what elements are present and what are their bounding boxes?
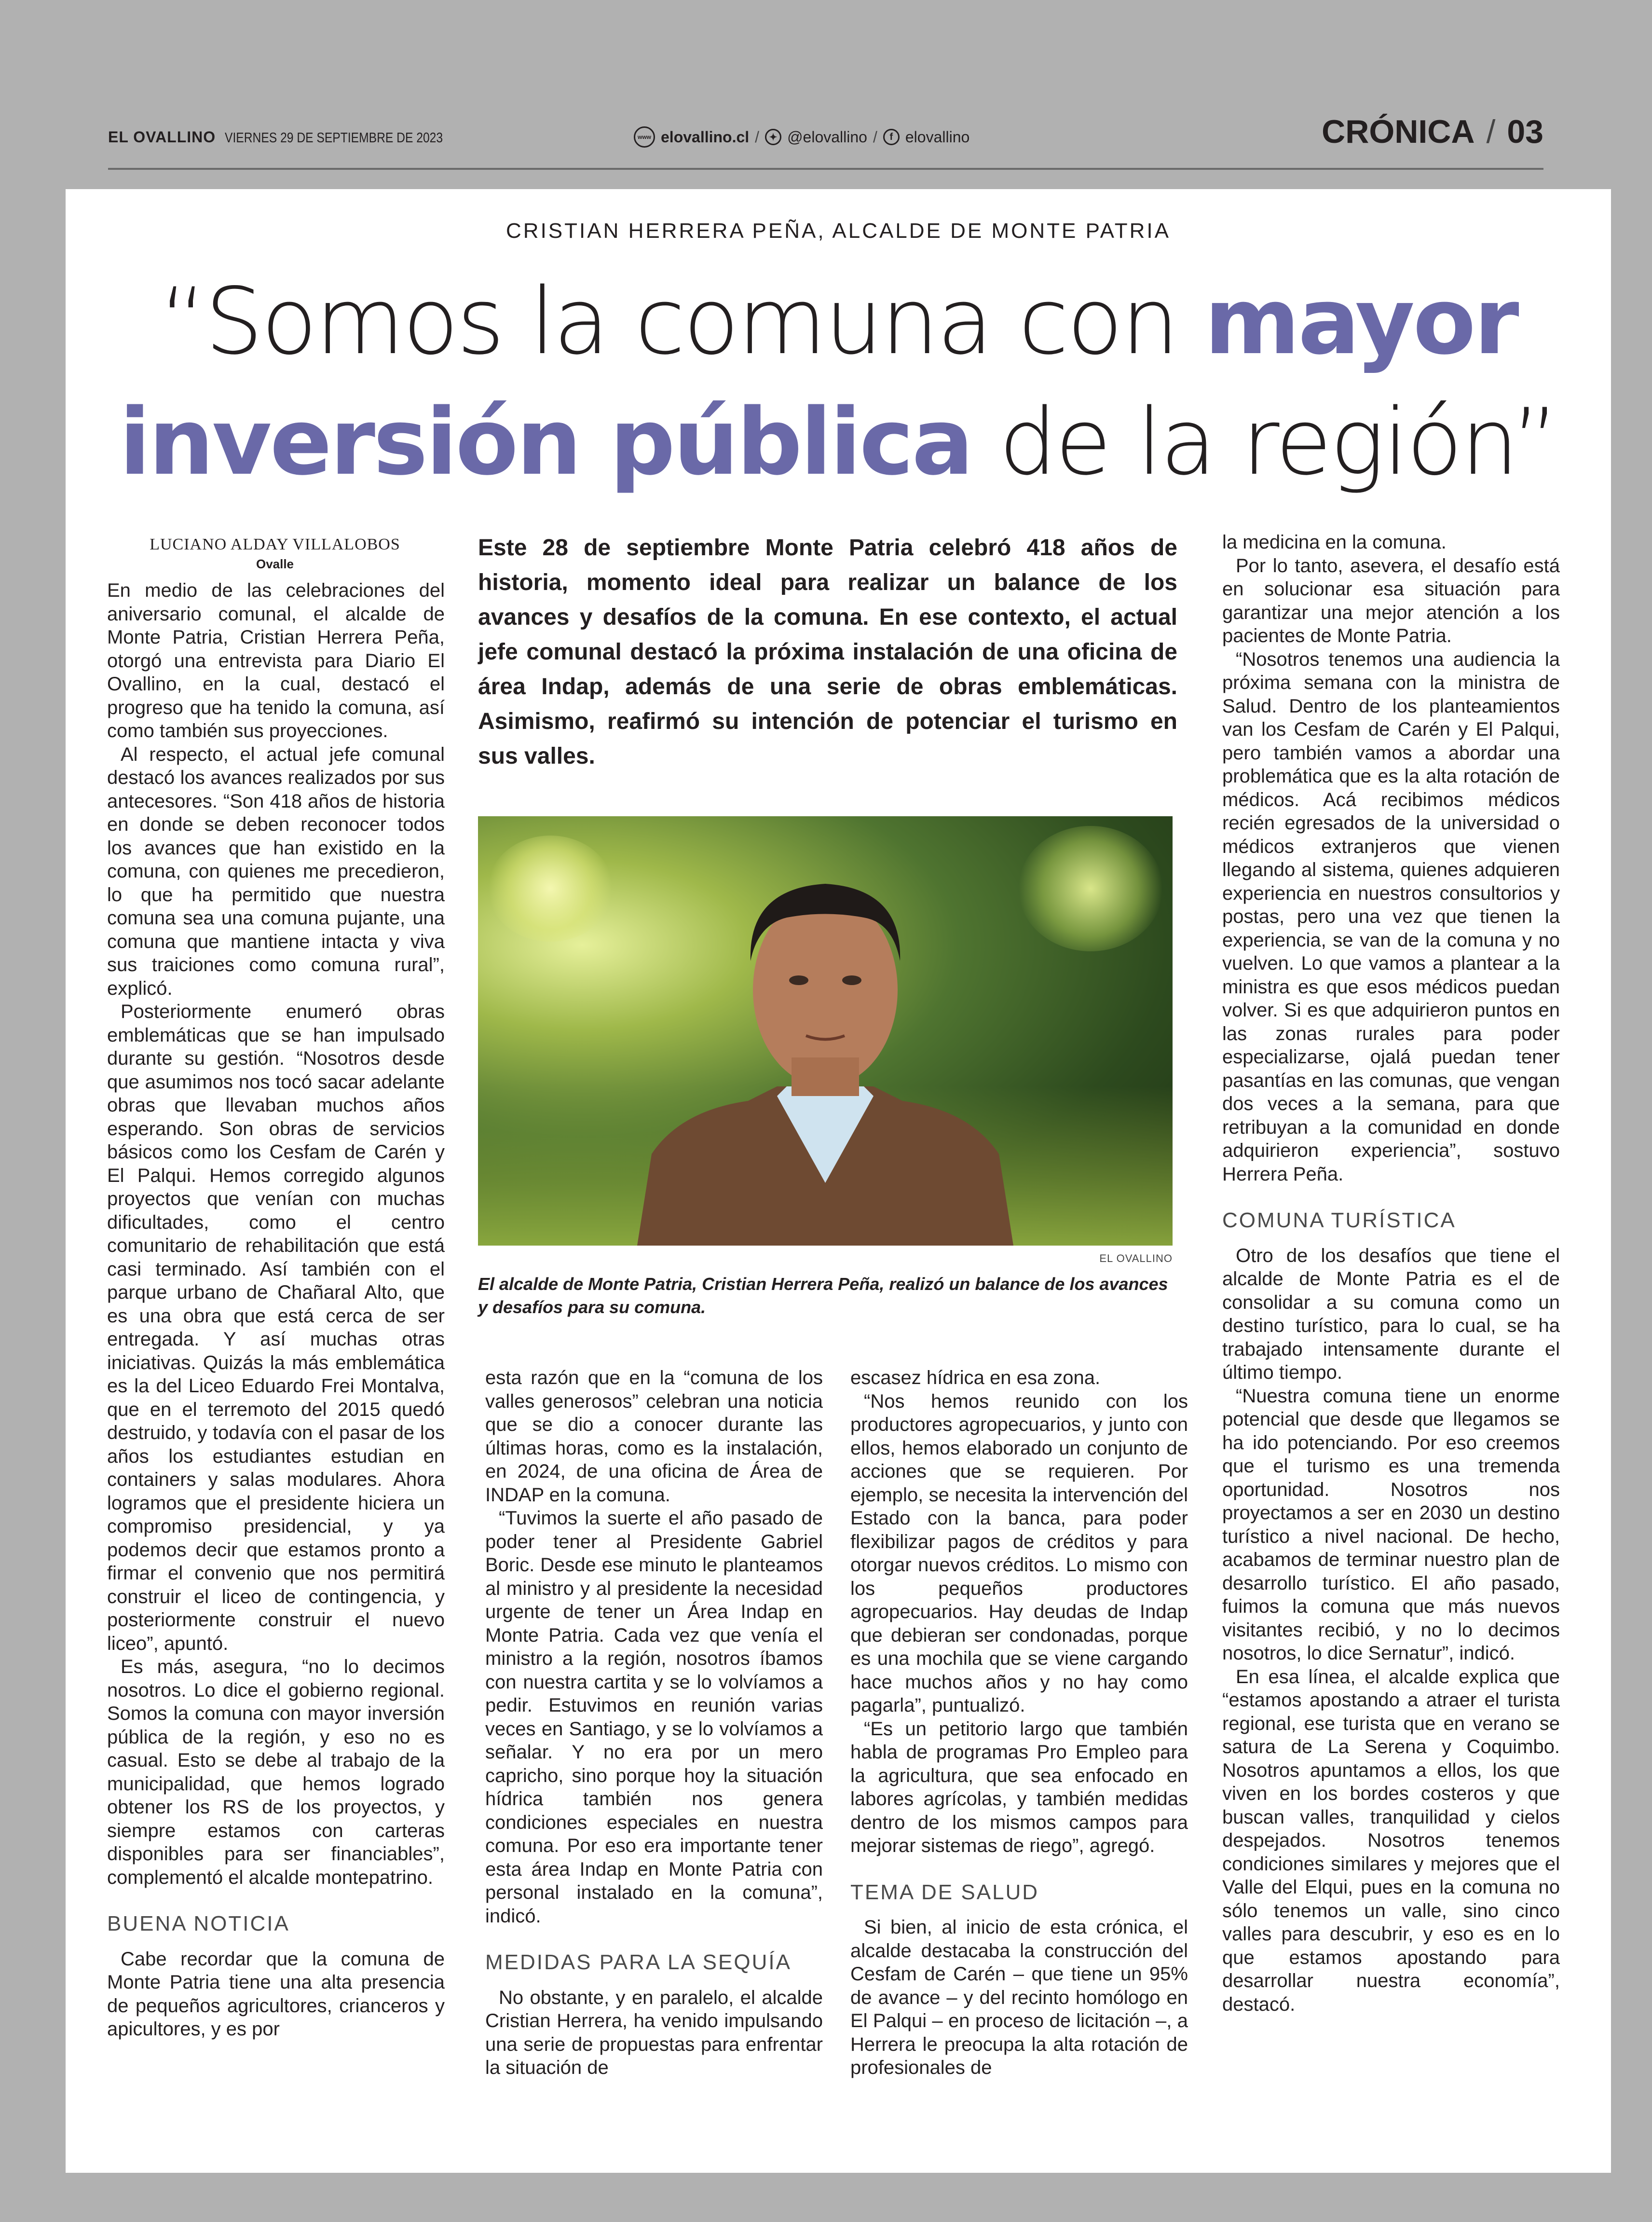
byline: LUCIANO ALDAY VILLALOBOS: [150, 535, 400, 553]
subheading: BUENA NOTICIA: [107, 1912, 290, 1935]
subheading: MEDIDAS PARA LA SEQUÍA: [485, 1950, 792, 1974]
paragraph: Cabe recordar que la comuna de Monte Patria tiene una alta presencia de pequeños agricultores, crianceros y apicultores, y es por: [107, 1948, 445, 2040]
headline: [66, 261, 1611, 503]
paragraph: esta razón que en la “comuna de los valles generosos” celebran una noticia que se dio a conocer durante las últimas horas, como es la instalación, en 2024, de una oficina de Área de INDAP en la comuna.: [485, 1367, 823, 1506]
photo-portrait: [478, 816, 1173, 1246]
paragraph: Al respecto, el actual jefe comunal destacó los avances realizados por sus antecesores. “Son 418 años de historia en donde se deben reconocer todos los avances que han existido en la comuna, con quienes me precedieron, lo que ha permitido que nuestra comuna sea una comuna pujante, una comuna que mantiene intacta y viva sus traiciones como comuna rural”, explicó.: [107, 743, 445, 999]
paragraph: “Nos hemos reunido con los productores agropecuarios, y junto con ellos, hemos elaborado un conjunto de acciones que se requieren. Por ejemplo, se necesita la intervención del Estado con la banca, para poder flexibilizar pagos de créditos y para otorgar nuevos créditos. Lo mismo con los pequeños productores agropecuarios. Hay deudas de Indap que debieran ser condonadas, porque es una mochila que se viene cargando hace muchos años y no hay como pagarla”, puntualizó.: [850, 1390, 1188, 1716]
social-links: [634, 126, 969, 148]
section-label: [1322, 113, 1543, 151]
masthead-left: [108, 128, 481, 146]
issue-date: VIERNES 29 DE SEPTIEMBRE DE 2023: [224, 130, 443, 146]
section-name: CRÓNICA: [1322, 113, 1475, 150]
paragraph: escasez hídrica en esa zona.: [850, 1367, 1101, 1388]
paragraph: “Es un petitorio largo que también habla de programas Pro Empleo para la agricultura, que sea enfocado en labores agrícolas, y también medidas dentro de los mismos campos para mejorar sistemas de riego”, agregó.: [850, 1718, 1188, 1856]
twitter-icon: ✦: [765, 129, 781, 145]
separator: /: [1486, 113, 1496, 150]
globe-icon: www: [634, 126, 655, 148]
kicker: CRISTIAN HERRERA PEÑA, ALCALDE DE MONTE PATRIA: [506, 219, 1171, 243]
article-column-4: [1222, 531, 1560, 2016]
paper-name: EL OVALLINO: [108, 128, 216, 146]
paragraph: la medicina en la comuna.: [1222, 532, 1447, 553]
paragraph: “Nuestra comuna tiene un enorme potencial que desde que llegamos se ha ido potenciando. Por eso creemos que el turismo es una tremenda oportunidad. Nosotros nos proyectamos a ser en 2030 un destino turístico a nivel nacional. De hecho, acabamos de terminar nuestro plan de desarrollo turístico. El año pasado, fuimos la comuna que más nuevos visitantes recibió, y no lo decimos nosotros, lo dice Sernatur”, indicó.: [1222, 1385, 1560, 1664]
headline-part: de la región”: [971, 389, 1557, 495]
separator: /: [873, 128, 877, 146]
article-column-3: [850, 1366, 1188, 2080]
article-page: [66, 189, 1611, 2173]
paragraph: Posteriormente enumeró obras emblemáticas que se han impulsado durante su gestión. “Nosotros desde que asumimos nos tocó sacar adelante obras que llevaban muchos años esperando. Son obras de servicios básicos como los Cesfam de Carén y El Palqui. Hemos corregido algunos proyectos que venían con muchas dificultades, como el centro comunitario de rehabilitación que está casi terminado. Así también con el parque urbano de Chañaral Alto, que es una obra que está cerca de ser entregada. Y así muchas otras iniciativas. Quizás la más emblemática es la del Liceo Eduardo Frei Montalva, que en el terremoto del 2015 quedó destruido, y todavía con el pasar de los años los estudiantes estudian en containers y salas modulares. Ahora logramos que el presidente hiciera un compromiso presidencial, y ya podemos decir que estamos pronto a firmar el convenio que nos permitirá construir el liceo de contingencia, y posteriormente construir el nuevo liceo”, apuntó.: [107, 1001, 445, 1654]
byline-location: Ovalle: [256, 557, 294, 571]
paragraph: Es más, asegura, “no lo decimos nosotros. Lo dice el gobierno regional. Somos la comuna con mayor inversión pública de la región, y eso no es casual. Esto se debe al trabajo de la municipalidad, que hemos logrado obtener los RS de los proyectos, y siempre estamos con carteras disponibles para ser financiables”, complementó el alcalde montepatrino.: [107, 1656, 445, 1888]
subheading: COMUNA TURÍSTICA: [1222, 1208, 1456, 1232]
paragraph: En esa línea, el alcalde explica que “estamos apostando a atraer el turista regional, ese turista que en verano se satura de La Serena y Coquimbo. Nosotros apuntamos a ellos, los que viven en los bordes costeros y que buscan valles, tranquilidad y cielos despejados. Nosotros tenemos condiciones similares y mejores que el Valle del Elqui, pues en la comuna no sólo tenemos un valle, sino cinco valles para descubrir, y eso es en lo que estamos apostando para desarrollar nuestra economía”, destacó.: [1222, 1666, 1560, 2015]
paragraph: En medio de las celebraciones del aniversario comunal, el alcalde de Monte Patria, Cristian Herrera Peña, otorgó una entrevista para Diario El Ovallino, en la cual, destacó el progreso que ha tenido la comuna, así como también sus proyecciones.: [107, 580, 445, 741]
facebook-icon: f: [883, 129, 900, 145]
website-link[interactable]: elovallino.cl: [661, 128, 750, 146]
article-column-2: [485, 1366, 823, 2080]
headline-highlight: mayor: [1204, 268, 1517, 375]
masthead: [108, 112, 1543, 170]
separator: /: [755, 128, 760, 146]
paragraph: Otro de los desafíos que tiene el alcalde de Monte Patria es el de consolidar a su comuna como un destino turístico, para lo cual, se ha trabajado intensamente durante el último tiempo.: [1222, 1245, 1560, 1383]
headline-part: “Somos la comuna con: [159, 268, 1205, 375]
headline-highlight: inversión pública: [119, 389, 972, 495]
person-silhouette: [478, 816, 1173, 1246]
photo-caption: El alcalde de Monte Patria, Cristian Herrera Peña, realizó un balance de los avances y desafíos para su comuna.: [478, 1274, 1168, 1317]
page-number: 03: [1507, 113, 1543, 150]
paragraph: No obstante, y en paralelo, el alcalde Cristian Herrera, ha venido impulsando una serie de propuestas para enfrentar la situación de: [485, 1987, 823, 2078]
photo-credit: EL OVALLINO: [1099, 1252, 1173, 1264]
paragraph: Por lo tanto, asevera, el desafío está en solucionar esa situación para garantizar una mejor atención a los pacientes de Monte Patria.: [1222, 555, 1560, 646]
subheading: TEMA DE SALUD: [850, 1880, 1039, 1904]
facebook-handle[interactable]: elovallino: [905, 128, 970, 146]
twitter-handle[interactable]: @elovallino: [787, 128, 867, 146]
paragraph: “Tuvimos la suerte el año pasado de poder tener al Presidente Gabriel Boric. Desde ese minuto le planteamos al ministro y al presidente la necesidad urgente de tener un Área Indap en Monte Patria. Cada vez que venía el ministro a la región, nosotros íbamos con nuestra cartita y se lo volvíamos a pedir. Estuvimos en reunión varias veces en Santiago, y se lo volvíamos a señalar. Y no era por un mero capricho, sino porque hoy la situación hídrica también nos genera condiciones especiales en nuestra comuna. Por eso era importante tener esta área Indap en Monte Patria con personal instalado en la comuna”, indicó.: [485, 1508, 823, 1927]
paragraph: “Nosotros tenemos una audiencia la próxima semana con la ministra de Salud. Dentro de los planteamientos van los Cesfam de Carén y El Palqui, pero también vamos a abordar una problemática que es la alta rotación de médicos. Acá recibimos médicos recién egresados de la universidad o médicos extranjeros que vienen llegando al sistema, quienes adquieren experiencia en nuestros consultorios y postas, pero una vez que tienen la experiencia, se van de la comuna y no vuelven. Lo que vamos a plantear a la ministra es que esos médicos puedan volver. Si es que adquirieron puntos en las zonas rurales para poder especializarse, ojalá puedan tener pasantías en las comunas, que vengan dos veces a la semana, para que retribuyan a la comunidad en donde adquirieron experiencia”, sostuvo Herrera Peña.: [1222, 648, 1560, 1185]
article-column-1: [107, 579, 445, 2041]
lede: Este 28 de septiembre Monte Patria celebró 418 años de historia, momento ideal para realizar un balance de los avances y desafíos de la comuna. En ese contexto, el actual jefe comunal destacó la próxima instalación de una oficina de área Indap, además de una serie de obras emblemáticas. Asimismo, reafirmó su intención de potenciar el turismo en sus valles.: [478, 535, 1177, 769]
paragraph: Si bien, al inicio de esta crónica, el alcalde destacaba la construcción del Cesfam de Carén – que tiene un 95% de avance – y del recinto homólogo en El Palqui – en proceso de licitación –, a Herrera le preocupa la alta rotación de profesionales de: [850, 1917, 1188, 2078]
